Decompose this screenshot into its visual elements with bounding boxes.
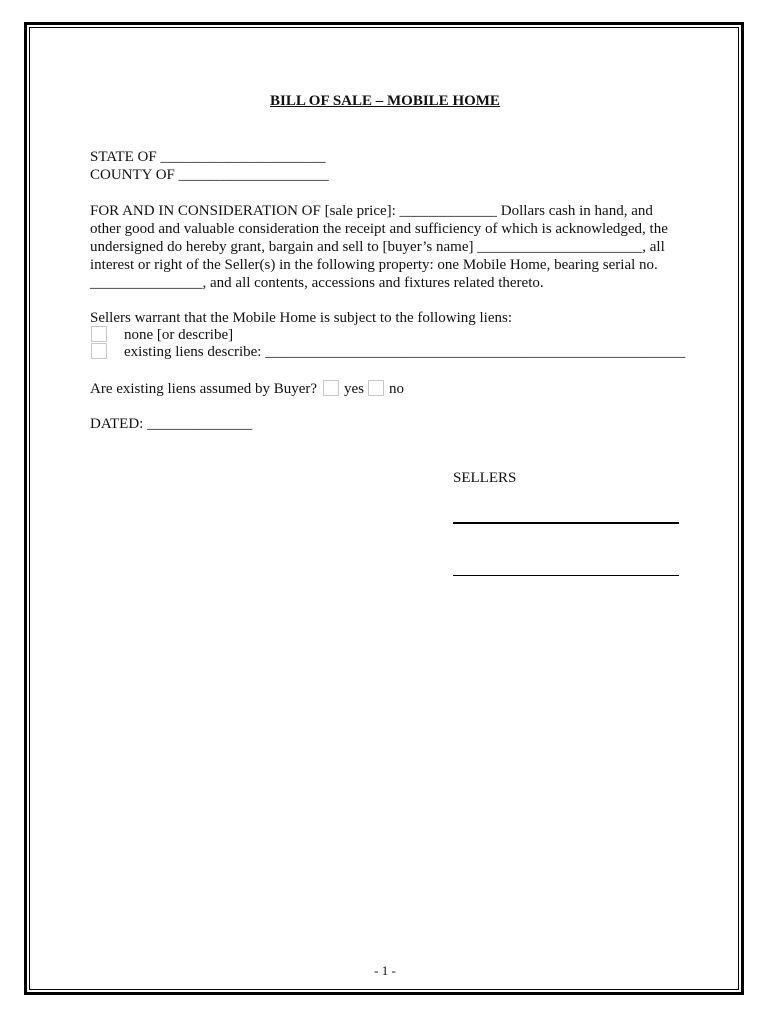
lien-none-label: none [or describe] <box>124 327 234 343</box>
consideration-line-2: other good and valuable consideration the receipt and sufficiency of which is acknowledged, the <box>90 221 668 237</box>
lien-existing-label: existing liens describe: ________________________________________________________ <box>124 344 686 360</box>
assumed-question: Are existing liens assumed by Buyer? <box>90 381 318 397</box>
assumed-no-label: no <box>389 381 404 397</box>
dated-line: DATED: ______________ <box>90 416 253 432</box>
seller-signature-line-2[interactable] <box>453 575 679 576</box>
page-number: - 1 - <box>374 963 396 978</box>
assumed-no-checkbox[interactable] <box>368 380 384 396</box>
state-line: STATE OF ______________________ <box>90 149 326 165</box>
consideration-line-1: FOR AND IN CONSIDERATION OF [sale price]: _____________ Dollars cash in hand, and <box>90 203 653 219</box>
consideration-line-3: undersigned do hereby grant, bargain and sell to [buyer’s name] ______________________, all <box>90 239 665 255</box>
consideration-line-4: interest or right of the Seller(s) in the following property: one Mobile Home, bearing serial no. <box>90 257 658 273</box>
liens-intro: Sellers warrant that the Mobile Home is subject to the following liens: <box>90 310 512 326</box>
consideration-line-5: _______________, and all contents, accessions and fixtures related thereto. <box>90 275 544 291</box>
county-line: COUNTY OF ____________________ <box>90 167 329 183</box>
assumed-yes-checkbox[interactable] <box>323 380 339 396</box>
document-title: BILL OF SALE – MOBILE HOME <box>270 93 500 109</box>
assumed-yes-label: yes <box>344 381 364 397</box>
lien-none-checkbox[interactable] <box>91 326 107 342</box>
sellers-heading: SELLERS <box>453 470 517 486</box>
lien-existing-checkbox[interactable] <box>91 343 107 359</box>
seller-signature-line-1[interactable] <box>453 522 679 524</box>
